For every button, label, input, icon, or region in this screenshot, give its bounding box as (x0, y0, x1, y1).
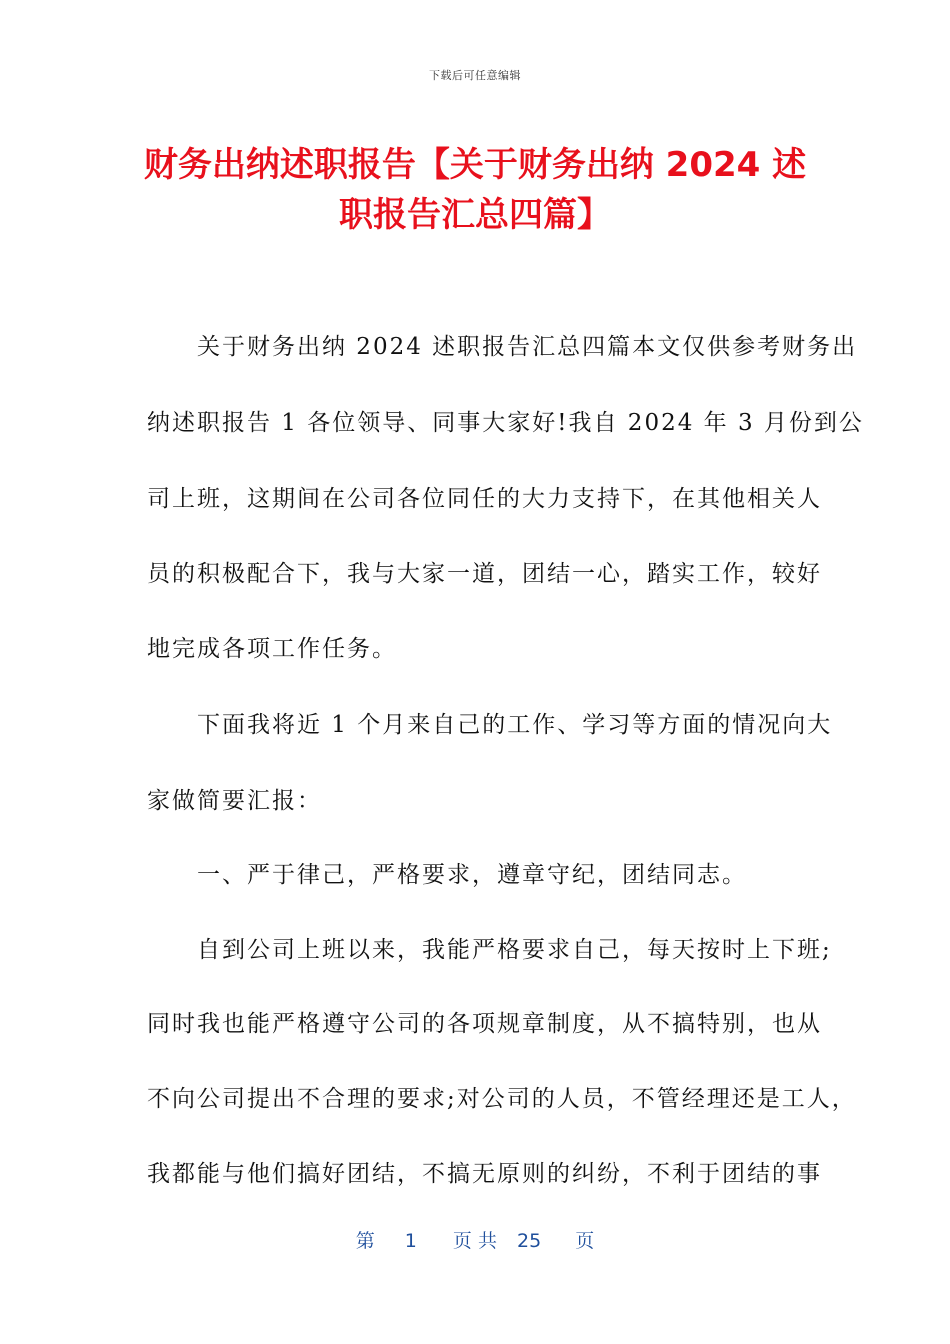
footer-suffix: 页 (575, 1230, 595, 1252)
body-line-1: 关于财务出纳 2024 述职报告汇总四篇本文仅供参考财务出 (147, 334, 858, 360)
header-note: 下载后可任意编辑 (429, 69, 521, 82)
body-line-9: 自到公司上班以来，我能严格要求自己，每天按时上下班; (147, 937, 832, 963)
body-line-4: 员的积极配合下，我与大家一道，团结一心，踏实工作，较好 (147, 561, 822, 587)
body-line-7: 家做简要汇报： (147, 788, 322, 814)
body-line-5: 地完成各项工作任务。 (147, 636, 397, 662)
body-line-3: 司上班，这期间在公司各位同任的大力支持下，在其他相关人 (147, 486, 822, 512)
body-line-2: 纳述职报告 1 各位领导、同事大家好!我自 2024 年 3 月份到公 (147, 410, 864, 436)
page-footer (0, 1226, 950, 1253)
body-line-11: 不向公司提出不合理的要求;对公司的人员，不管经理还是工人， (147, 1086, 857, 1112)
footer-middle: 页 共 (452, 1230, 497, 1252)
body-line-12: 我都能与他们搞好团结，不搞无原则的纠纷，不利于团结的事 (147, 1161, 822, 1187)
body-line-8: 一、严于律己，严格要求，遵章守纪，团结同志。 (147, 862, 747, 888)
footer-current-page: 1 (404, 1230, 417, 1252)
footer-prefix: 第 (355, 1230, 375, 1252)
title-line-1: 财务出纳述职报告【关于财务出纳 2024 述 (143, 145, 807, 185)
footer-total-pages: 25 (517, 1230, 542, 1252)
document-title (120, 140, 830, 240)
body-line-6: 下面我将近 1 个月来自己的工作、学习等方面的情况向大 (147, 712, 833, 738)
body-line-10: 同时我也能严格遵守公司的各项规章制度，从不搞特别，也从 (147, 1011, 822, 1037)
title-line-2: 职报告汇总四篇】 (339, 195, 611, 235)
